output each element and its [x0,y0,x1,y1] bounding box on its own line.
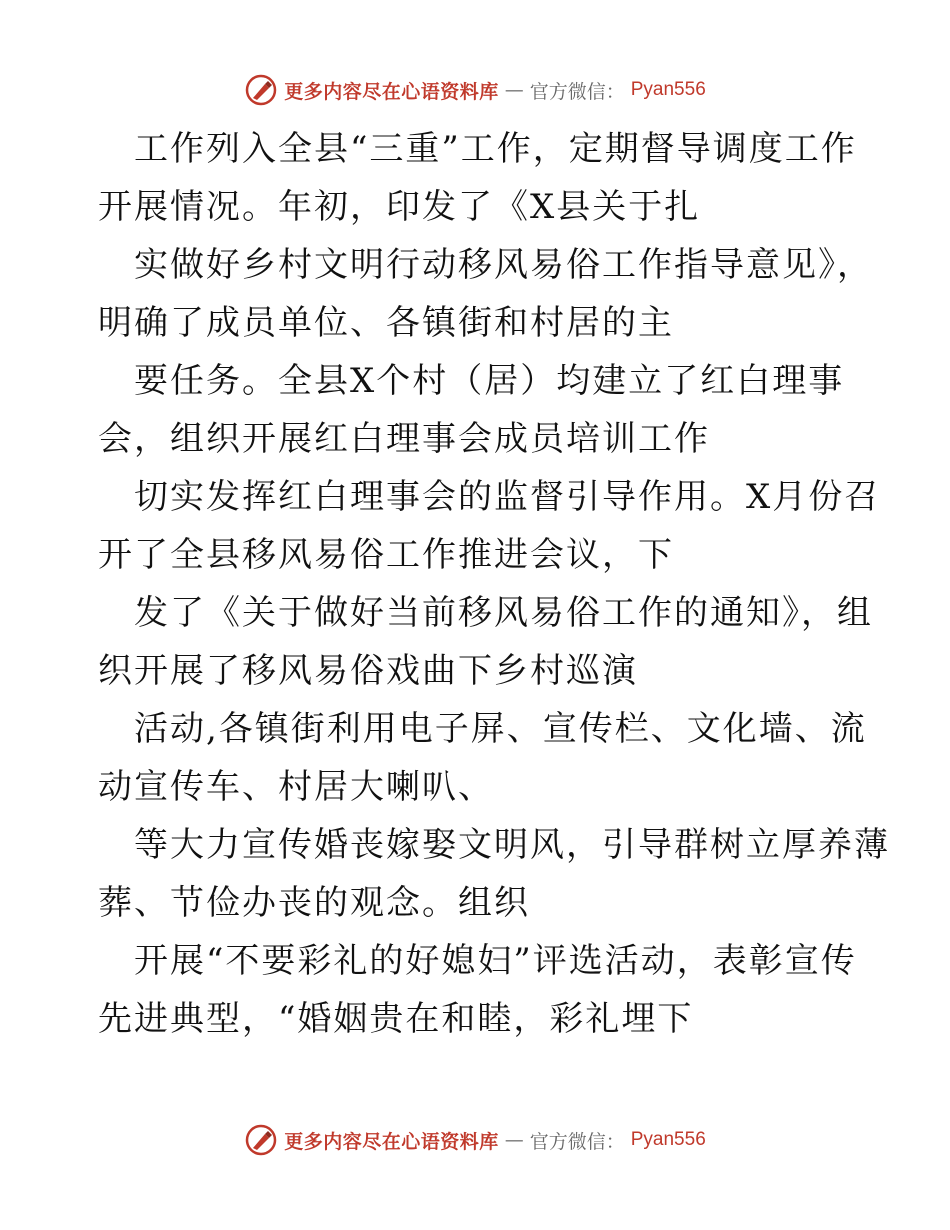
pen-logo-icon [244,73,278,107]
text-line: 织开展了移风易俗戏曲下乡村巡演 [98,651,638,691]
text-line: 会，组织开展红白理事会成员培训工作 [98,419,710,459]
text-line: 明确了成员单位、各镇街和村居的主 [98,303,674,343]
text-line: 葬、节俭办丧的观念。组织 [98,883,530,923]
document-body [98,120,890,1048]
watermark-separator: — [504,79,524,101]
text-line: 工作列入全县“三重”工作，定期督导调度工作 [134,129,857,169]
text-line: 开展“不要彩礼的好媳妇”评选活动，表彰宣传 [134,941,857,981]
text-line: 开了全县移风易俗工作推进会议，下 [98,535,674,575]
text-line: 动宣传车、村居大喇叭、 [98,767,494,807]
text-line: 开展情况。年初，印发了《X县关于扎 [98,187,701,227]
pen-logo-icon [244,1123,278,1157]
footer-watermark [0,1120,950,1160]
text-line: 要任务。全县X个村（居）均建立了红白理事 [134,361,845,401]
watermark-id: Pyan556 [630,1129,706,1150]
watermark-label: 官方微信： [529,1130,625,1153]
text-line: 切实发挥红白理事会的监督引导作用。X月份召 [134,477,881,517]
text-line: 先进典型，“婚姻贵在和睦，彩礼埋下 [98,999,694,1039]
watermark-brand: 更多内容尽在心语资料库 [284,1130,499,1153]
watermark-id: Pyan556 [630,79,706,100]
text-line: 等大力宣传婚丧嫁娶文明风，引导群树立厚养薄 [134,825,890,865]
watermark-separator: — [504,1129,524,1151]
header-watermark [0,70,950,110]
text-line: 活动,各镇街利用电子屏、宣传栏、文化墙、流 [134,709,867,749]
text-line: 实做好乡村文明行动移风易俗工作指导意见》， [134,245,873,285]
watermark-brand: 更多内容尽在心语资料库 [284,80,499,103]
watermark-label: 官方微信： [529,80,625,103]
text-line: 发了《关于做好当前移风易俗工作的通知》，组 [134,593,873,633]
